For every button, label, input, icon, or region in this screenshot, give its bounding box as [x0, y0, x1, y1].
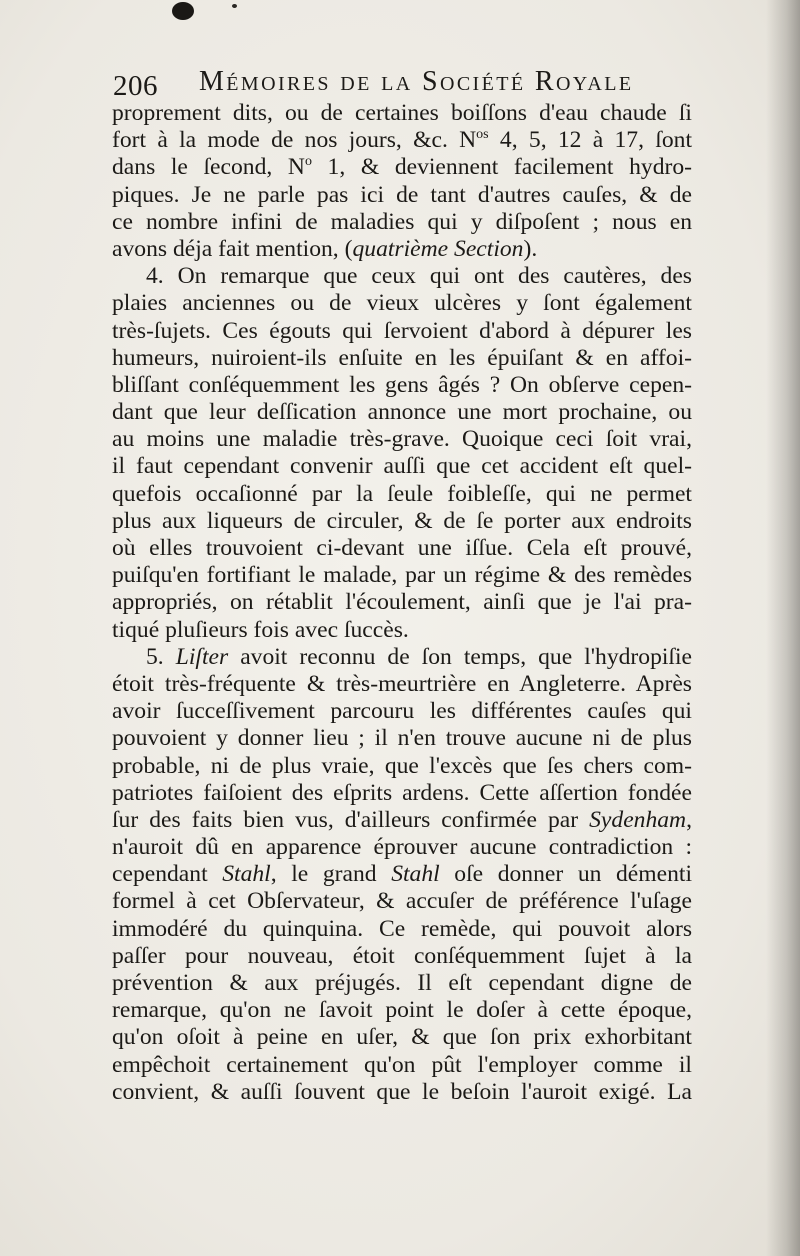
text-line: [112, 318, 692, 345]
text-segment: fort à la mode de nos jours, &c. N: [112, 127, 477, 154]
italic-text: Stahl: [391, 861, 440, 888]
text-line: [112, 834, 692, 861]
text-segment: immodéré du quinquina. Ce remède, qui pouvoit alors: [112, 915, 692, 942]
text-segment: avons déja fait mention, (: [112, 235, 353, 262]
text-line: [112, 644, 692, 671]
text-segment: , le grand: [270, 861, 392, 888]
text-segment: paſſer pour nouveau, étoit conſéquemment ſujet à la: [112, 942, 692, 969]
text-segment: appropriés, on rétablit l'écoulement, ainſi que je l'ai pra-: [112, 589, 692, 616]
text-line: [112, 671, 692, 698]
text-segment: plus aux liqueurs de circuler, & de ſe porter aux endroits: [112, 507, 692, 534]
text-line: [112, 154, 692, 181]
text-line: [112, 535, 692, 562]
text-line: [112, 888, 692, 915]
text-line: [112, 780, 692, 807]
text-line: [112, 290, 692, 317]
text-segment: 5.: [146, 643, 176, 670]
italic-text: Liſter: [175, 643, 229, 670]
text-segment: avoir ſucceſſivement parcouru les différentes cauſes qui: [112, 698, 692, 725]
text-line: [112, 399, 692, 426]
text-segment: ).: [523, 235, 538, 262]
page-number: 206: [113, 70, 158, 102]
text-segment: bliſſant conſéquemment les gens âgés ? On obſerve cepen-: [112, 371, 692, 398]
text-line: [112, 100, 692, 127]
text-segment: 4. On remarque que ceux qui ont des cautères, des: [146, 263, 692, 290]
text-segment: ce nombre infini de maladies qui y diſpoſent ; nous en: [112, 208, 692, 235]
text-segment: 1, & deviennent facilement hydro-: [311, 154, 693, 181]
text-segment: tiqué pluſieurs fois avec ſuccès.: [112, 616, 409, 643]
text-line: [112, 209, 692, 236]
italic-text: Stahl: [222, 861, 271, 888]
text-segment: convient, & auſſi ſouvent que le beſoin l'auroit exigé. La: [112, 1078, 692, 1105]
superscript-text: o: [304, 154, 312, 170]
text-segment: il faut cependant convenir auſſi que cet accident eſt quel-: [112, 453, 692, 480]
text-line: [112, 508, 692, 535]
text-segment: piques. Je ne parle pas ici de tant d'autres cauſes, & de: [112, 181, 692, 208]
text-line: [112, 372, 692, 399]
text-line: [112, 1052, 692, 1079]
text-segment: dant que leur deſſication annonce une mort prochaine, ou: [112, 399, 692, 426]
text-line: [112, 453, 692, 480]
text-line: [112, 970, 692, 997]
text-segment: où elles trouvoient ci-devant une iſſue. Cela eſt prouvé,: [112, 535, 692, 561]
text-segment: plaies anciennes ou de vieux ulcères y ſont également: [112, 290, 692, 317]
binding-shadow: [766, 0, 800, 1256]
italic-text: quatrième Section: [352, 235, 524, 262]
text-segment: humeurs, nuiroient-ils enſuite en les épuiſant & en affoi-: [112, 344, 692, 371]
text-segment: probable, ni de plus vraie, que l'excès que ſes chers com-: [112, 752, 692, 779]
text-segment: qu'on oſoit à peine en uſer, & que ſon prix exhorbitant: [112, 1024, 692, 1051]
text-segment: quefois occaſionné par la ſeule foibleſſe, qui ne permet: [112, 480, 692, 507]
text-line: [112, 725, 692, 752]
text-line: [112, 345, 692, 372]
text-line: [112, 698, 692, 725]
body-text: [112, 100, 692, 1106]
text-line: [112, 753, 692, 780]
text-segment: prévention & aux préjugés. Il eſt cependant digne de: [112, 970, 692, 996]
text-line: [112, 127, 692, 154]
text-line: [112, 426, 692, 453]
ink-blot: [172, 2, 194, 20]
text-segment: avoit reconnu de ſon temps, que l'hydropiſie: [228, 643, 692, 670]
text-segment: ,: [686, 806, 692, 833]
text-segment: empêchoit certainement qu'on pût l'employer comme il: [112, 1051, 692, 1078]
text-line: [112, 1079, 692, 1106]
text-segment: dans le ſecond, N: [112, 154, 305, 181]
text-segment: patriotes faiſoient des eſprits ardens. Cette aſſertion fondée: [112, 779, 692, 806]
text-segment: n'auroit dû en apparence éprouver aucune contradiction :: [112, 834, 692, 861]
italic-text: Sydenham: [589, 806, 687, 833]
text-segment: cependant: [112, 861, 223, 888]
text-line: [112, 589, 692, 616]
text-segment: ſur des faits bien vus, d'ailleurs confirmée par: [112, 806, 590, 833]
text-line: [112, 236, 692, 263]
text-segment: pouvoient y donner lieu ; il n'en trouve aucune ni de plus: [112, 725, 692, 752]
text-line: [112, 562, 692, 589]
text-line: [112, 943, 692, 970]
text-segment: 4, 5, 12 à 17, ſont: [488, 127, 692, 154]
superscript-text: os: [476, 127, 489, 143]
text-line: [112, 182, 692, 209]
text-segment: oſe donner un démenti: [439, 861, 693, 888]
ink-speck: [232, 4, 237, 8]
text-segment: proprement dits, ou de certaines boiſſons d'eau chaude ſi: [112, 100, 692, 126]
text-line: [112, 1024, 692, 1051]
text-line: [112, 916, 692, 943]
text-segment: puiſqu'en fortifiant le malade, par un régime & des remèdes: [112, 562, 692, 589]
text-segment: formel à cet Obſervateur, & accuſer de préférence l'uſage: [112, 888, 692, 915]
text-line: [112, 617, 692, 644]
text-segment: au moins une maladie très-grave. Quoique ceci ſoit vrai,: [112, 426, 692, 453]
text-segment: remarque, qu'on ne ſavoit point le doſer à cette époque,: [112, 997, 692, 1024]
text-line: [112, 807, 692, 834]
text-line: [112, 997, 692, 1024]
text-segment: étoit très-fréquente & très-meurtrière en Angleterre. Après: [112, 670, 692, 697]
text-line: [112, 481, 692, 508]
text-line: [112, 263, 692, 290]
text-line: [112, 861, 692, 888]
running-title: Mémoires de la Société Royale: [199, 66, 634, 97]
text-segment: très-ſujets. Ces égouts qui ſervoient d'abord à dépurer les: [112, 317, 692, 344]
